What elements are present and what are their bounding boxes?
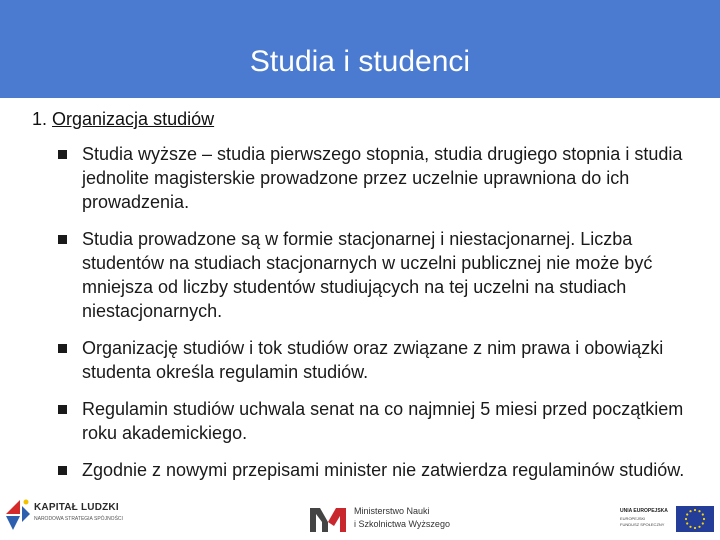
list-item	[56, 142, 696, 214]
section-heading	[32, 107, 214, 131]
unia-line1: UNIA EUROPEJSKA	[620, 508, 668, 514]
unia-line3: FUNDUSZ SPOŁECZNY	[620, 522, 665, 527]
eu-flag-icon	[676, 506, 714, 532]
square-bullet-icon	[58, 344, 67, 353]
footer-logos	[0, 494, 720, 540]
ministerstwo-line2: i Szkolnictwa Wyższego	[354, 519, 450, 529]
bullet-text: Studia wyższe – studia pierwszego stopnia, studia drugiego stopnia i studia jednolite magisterskie prowadzone przez uczelnie uprawniona do ich prowadzenia.	[82, 144, 683, 212]
square-bullet-icon	[58, 235, 67, 244]
list-item	[56, 397, 696, 445]
kapital-ludzki-title: KAPITAŁ LUDZKI	[34, 502, 119, 513]
bullet-text: Zgodnie z nowymi przepisami minister nie zatwierdza regulaminów studiów.	[82, 460, 685, 480]
kapital-ludzki-logo	[4, 496, 144, 534]
section-title: Organizacja studiów	[52, 109, 215, 129]
unia-europejska-logo	[618, 504, 716, 534]
bullet-list	[56, 142, 696, 494]
bullet-text: Regulamin studiów uchwala senat na co najmniej 5 miesi przed początkiem roku akademickiego.	[82, 399, 684, 443]
ministerstwo-logo	[308, 502, 458, 538]
kapital-ludzki-subtitle: NARODOWA STRATEGIA SPÓJNOŚCI	[34, 516, 123, 522]
ministerstwo-line1: Ministerstwo Nauki	[354, 506, 430, 516]
unia-line2: EUROPEJSKI	[620, 516, 646, 521]
slide-header	[0, 0, 720, 98]
ministerstwo-emblem-icon	[308, 504, 348, 534]
square-bullet-icon	[58, 405, 67, 414]
slide-title: Studia i studenci	[249, 45, 471, 78]
bullet-text: Organizację studiów i tok studiów oraz związane z nim prawa i obowiązki studenta określa regulamin studiów.	[82, 338, 664, 382]
kapital-ludzki-emblem-icon	[4, 496, 32, 534]
square-bullet-icon	[58, 466, 67, 475]
square-bullet-icon	[58, 150, 67, 159]
section-number: 1.	[32, 109, 48, 129]
bullet-text: Studia prowadzone są w formie stacjonarnej i niestacjonarnej. Liczba studentów na studiach stacjonarnych w uczelni publicznej nie może być mniejsza od liczby studentów studiujących na tej uczelni na studiach niestacjonarnych.	[82, 229, 653, 321]
list-item	[56, 336, 696, 384]
list-item	[56, 227, 696, 323]
list-item	[56, 458, 696, 482]
